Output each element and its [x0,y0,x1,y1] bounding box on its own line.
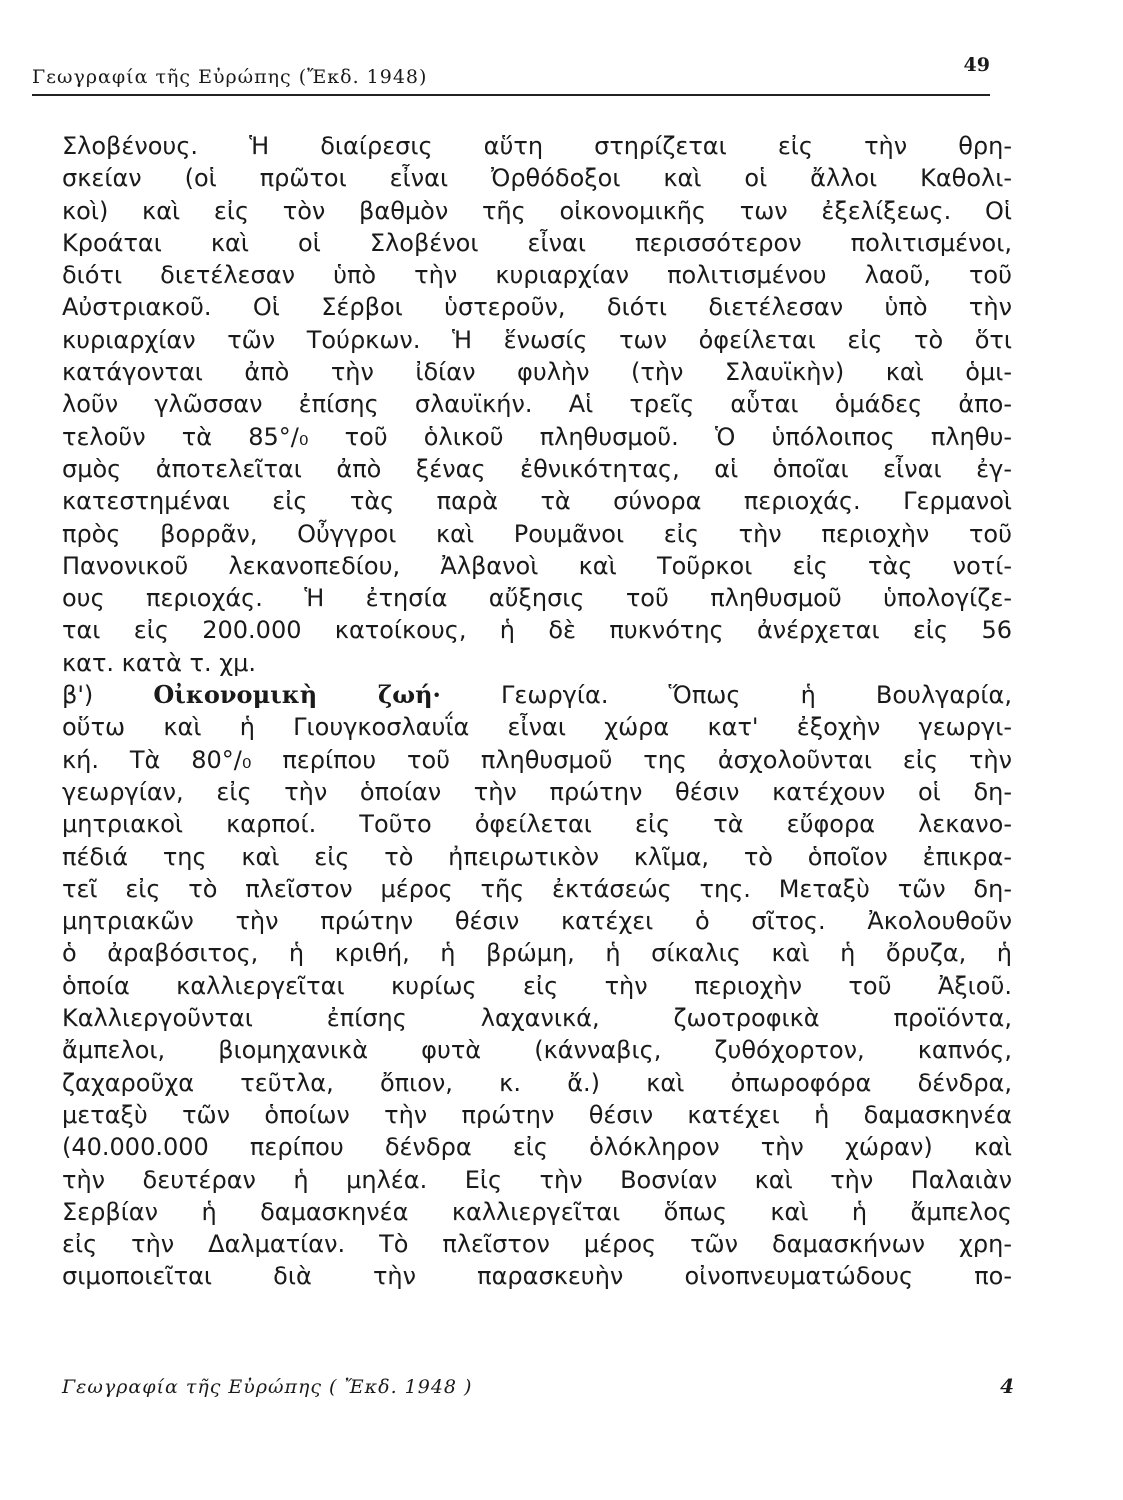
text-line: κή. Τὰ 80°/₀ περίπου τοῦ πληθυσμοῦ της ἀσχολοῦνται εἰς τὴν [62,745,1012,774]
body-text [62,130,1012,1293]
text-line: Πανονικοῦ λεκανοπεδίου, Ἀλβανοὶ καὶ Τοῦρκοι εἰς τὰς νοτί- [62,551,1012,580]
page-number: 49 [963,54,990,76]
text-line: ὁποία καλλιεργεῖται κυρίως εἰς τὴν περιοχὴν τοῦ Ἀξιοῦ. [62,971,1012,1000]
text-line: Σερβίαν ἡ δαμασκηνέα καλλιεργεῖται ὅπως καὶ ἡ ἄμπελος [62,1197,1012,1226]
text-line: Καλλιεργοῦνται ἐπίσης λαχανικά, ζωοτροφικὰ προϊόντα, [62,1004,1012,1033]
footer-title: Γεωγραφία τῆς Εὐρώπης ( Ἔκδ. 1948 ) [62,1376,473,1398]
page-header [32,44,990,96]
text-line: τὴν δευτέραν ἡ μηλέα. Εἰς τὴν Βοσνίαν καὶ τὴν Παλαιὰν [62,1165,1012,1194]
section-label: β') [62,681,94,710]
text-line: μητριακοὶ καρποί. Τοῦτο ὀφείλεται εἰς τὰ εὔφορα λεκανο- [62,810,1012,839]
text-line: κυριαρχίαν τῶν Τούρκων. Ἡ ἕνωσίς των ὀφείλεται εἰς τὸ ὅτι [62,325,1012,354]
text-line: σμὸς ἀποτελεῖται ἀπὸ ξένας ἐθνικότητας, αἱ ὁποῖαι εἶναι ἐγ- [62,454,1012,483]
text-line: ὁ ἀραβόσιτος, ἡ κριθή, ἡ βρώμη, ἡ σίκαλις καὶ ἡ ὄρυζα, ἡ [62,939,1012,968]
signature-mark: 4 [1000,1374,1014,1398]
text-line: πρὸς βορρᾶν, Οὖγγροι καὶ Ρουμᾶνοι εἰς τὴν περιοχὴν τοῦ [62,519,1012,548]
text-line: κατ. κατὰ τ. χμ. [62,648,257,677]
page-footer [62,1376,1014,1416]
text-line: ους περιοχάς. Ἡ ἐτησία αὔξησις τοῦ πληθυσμοῦ ὑπολογίζε- [62,584,1012,613]
section-first-line-text: Γεωργία. Ὅπως ἡ Βουλγαρία, [501,681,1012,710]
text-line: ται εἰς 200.000 κατοίκους, ἡ δὲ πυκνότης ἀνέρχεται εἰς 56 [62,616,1012,645]
text-line: εἰς τὴν Δαλματίαν. Τὸ πλεῖστον μέρος τῶν δαμασκήνων χρη- [62,1230,1012,1259]
text-line: Σλοβένους. Ἡ διαίρεσις αὕτη στηρίζεται εἰς τὴν θρη- [62,132,1012,160]
text-line: τεῖ εἰς τὸ πλεῖστον μέρος τῆς ἐκτάσεώς της. Μεταξὺ τῶν δη- [62,874,1012,903]
text-line: πέδιά της καὶ εἰς τὸ ἠπειρωτικὸν κλῖμα, τὸ ὁποῖον ἐπικρα- [62,842,1012,871]
text-line: κοὶ) καὶ εἰς τὸν βαθμὸν τῆς οἰκονομικῆς των ἐξελίξεως. Οἱ [62,196,1012,225]
text-line: ἄμπελοι, βιομηχανικὰ φυτὰ (κάνναβις, ζυθόχορτον, καπνός, [62,1036,1012,1065]
text-line: μητριακῶν τὴν πρώτην θέσιν κατέχει ὁ σῖτος. Ἀκολουθοῦν [62,907,1012,936]
text-line: κατεστημέναι εἰς τὰς παρὰ τὰ σύνορα περιοχάς. Γερμανοὶ [62,487,1012,516]
text-line: γεωργίαν, εἰς τὴν ὁποίαν τὴν πρώτην θέσιν κατέχουν οἱ δη- [62,777,1012,806]
section-heading-line [62,679,1012,711]
text-line: ζαχαροῦχα τεῦτλα, ὄπιον, κ. ἄ.) καὶ ὀπωροφόρα δένδρα, [62,1068,1012,1097]
text-line: (40.000.000 περίπου δένδρα εἰς ὁλόκληρον τὴν χώραν) καὶ [62,1133,1012,1162]
text-line: μεταξὺ τῶν ὁποίων τὴν πρώτην θέσιν κατέχει ἡ δαμασκηνέα [62,1100,1012,1129]
text-line: τελοῦν τὰ 85°/₀ τοῦ ὁλικοῦ πληθυσμοῦ. Ὁ ὑπόλοιπος πληθυ- [62,422,1012,451]
text-line: Κροάται καὶ οἱ Σλοβένοι εἶναι περισσότερον πολιτισμένοι, [62,228,1012,257]
text-line: λοῦν γλῶσσαν ἐπίσης σλαυϊκήν. Αἱ τρεῖς αὗται ὁμάδες ἀπο- [62,390,1012,419]
text-line: διότι διετέλεσαν ὑπὸ τὴν κυριαρχίαν πολιτισμένου λαοῦ, τοῦ [62,261,1012,290]
text-line: σιμοποιεῖται διὰ τὴν παρασκευὴν οἰνοπνευματώδους πο- [62,1262,1012,1291]
text-line: κατάγονται ἀπὸ τὴν ἰδίαν φυλὴν (τὴν Σλαυϊκὴν) καὶ ὁμι- [62,358,1012,387]
text-line: οὕτω καὶ ἡ Γιουγκοσλαυΐα εἶναι χώρα κατ' ἐξοχὴν γεωργι- [62,713,1012,742]
running-title: Γεωγραφία τῆς Εὐρώπης (Ἔκδ. 1948) [32,66,428,88]
text-line: Αὐστριακοῦ. Οἱ Σέρβοι ὑστεροῦν, διότι διετέλεσαν ὑπὸ τὴν [62,293,1012,322]
text-line: σκείαν (οἱ πρῶτοι εἶναι Ὀρθόδοξοι καὶ οἱ ἄλλοι Καθολι- [62,164,1012,193]
section-heading: Οἰκονομικὴ ζωή· [153,680,441,710]
